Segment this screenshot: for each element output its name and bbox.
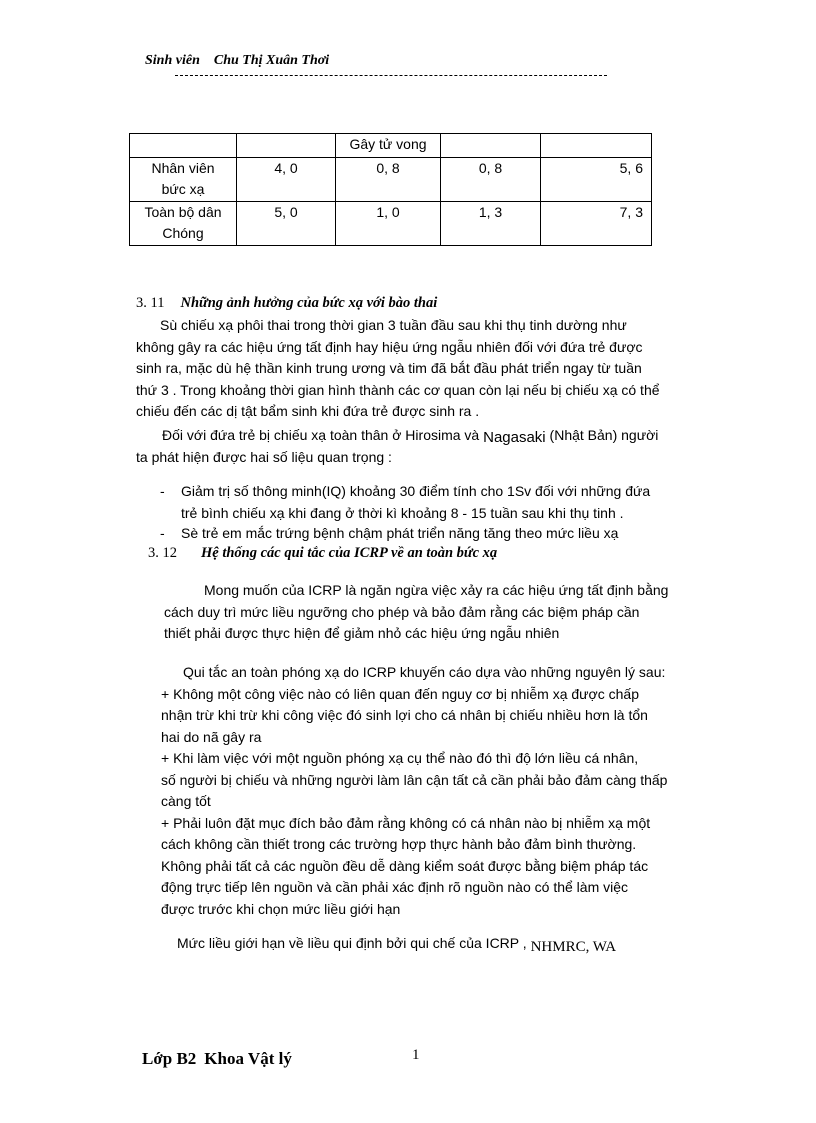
table-row-header [130, 158, 237, 202]
text-line: Sè trẻ em mắc trứng bệnh chậm phát triển năng tăng theo mức liều xạ [181, 525, 619, 541]
text-line: Không phải tất cả các nguồn đều dễ dàng kiểm soát được bằng biệm pháp tác [161, 857, 649, 874]
paragraph [136, 425, 696, 468]
bullet-item [181, 481, 689, 524]
table-row [130, 158, 652, 202]
table-row [130, 202, 652, 246]
text-run: Nagasaki [483, 429, 546, 446]
table-cell: 5, 6 [541, 158, 652, 202]
text-line: Sù chiếu xạ phôi thai trong thời gian 3 tuần đầu sau khi thụ tinh dường như [160, 317, 627, 333]
table-row-header [130, 202, 237, 246]
text-run: Đối với đứa trẻ bị chiếu xạ toàn thân ở Hirosima và [162, 427, 480, 443]
text-line: cách không cần thiết trong các trường hợp thực hành bảo đảm bình thường. [161, 836, 637, 852]
text-line: động trực tiếp lên nguồn và cần phải xác định rõ nguồn nào có thể làm việc [161, 879, 629, 895]
table-cell: 0, 8 [441, 158, 541, 202]
table-cell [130, 134, 237, 158]
table-cell [237, 134, 336, 158]
page-footer [142, 1049, 292, 1069]
text-line: càng tốt [161, 793, 211, 809]
text-line: Giảm trị số thông minh(IQ) khoảng 30 điểm tính cho 1Sv đối với những đứa [181, 483, 651, 499]
row-header-line: Chóng [162, 225, 204, 241]
text-line: số người bị chiếu và những người làm lân cận tất cả cần phải bảo đảm càng thấp [161, 771, 668, 788]
text-line: trẻ bình chiếu xạ khi đang ở thời kì khoảng 8 - 15 tuần sau khi thụ tinh . [181, 504, 624, 521]
text-line: + Khi làm việc với một nguồn phóng xạ cụ thể nào đó thì độ lớn liều cá nhân, [161, 750, 639, 766]
paragraph [177, 933, 697, 956]
header-label: Sinh viên [145, 53, 200, 68]
table-cell: Gây tử vong [336, 134, 441, 158]
header-divider [175, 75, 607, 76]
paragraph [164, 580, 689, 645]
row-header-line: Nhân viên [151, 160, 215, 176]
text-run: NHMRC, WA [530, 939, 617, 955]
page-number: 1 [412, 1047, 420, 1063]
bullet-item [181, 523, 689, 545]
paragraph [161, 662, 689, 920]
header-author-name: Chu Thị Xuân Thơi [213, 53, 330, 68]
section-heading-3-12 [148, 545, 497, 562]
table-cell: 0, 8 [336, 158, 441, 202]
table-cell [541, 134, 652, 158]
text-line: cách duy trì mức liều ngưỡng cho phép và bảo đảm rằng các biệm pháp cần [164, 603, 640, 620]
text-line: chiếu đến các dị tật bẩm sinh khi đứa trẻ được sinh ra . [136, 403, 480, 419]
text-line: + Không một công việc nào có liên quan đến nguy cơ bị nhiễm xạ được chấp [161, 685, 639, 702]
paragraph [136, 315, 687, 423]
row-header-line: Toàn bộ dân [144, 204, 222, 220]
table-cell: 1, 0 [336, 202, 441, 246]
text-line: Mong muốn của ICRP là ngăn ngừa việc xảy ra các hiệu ứng tất định bằng [204, 582, 669, 598]
text-line [136, 425, 696, 447]
section-title: Những ảnh hưởng của bức xạ với bào thai [180, 295, 438, 311]
text-line: thứ 3 . Trong khoảng thời gian hình thành các cơ quan còn lại nếu bị chiếu xạ có thể [136, 381, 660, 398]
text-line: nhận trừ khi trừ khi công việc đó sinh lợi cho cá nhân bị chiếu nhiều hơn là tổn [161, 707, 648, 723]
text-line: thiết phải được thực hiện để giảm nhỏ các hiệu ứng ngẫu nhiên [164, 625, 560, 641]
text-line [177, 933, 697, 956]
table-cell: 1, 3 [441, 202, 541, 246]
text-line: Qui tắc an toàn phóng xạ do ICRP khuyến cáo dựa vào những nguyên lý sau: [183, 664, 666, 680]
text-run: (Nhật Bản) người [549, 427, 659, 443]
section-heading-3-11 [136, 295, 437, 312]
bullet-marker: - [160, 525, 165, 541]
section-number: 3. 11 [136, 295, 165, 311]
text-run: Mức liều giới hạn về liều qui định bởi qui chế của ICRP , [177, 935, 527, 951]
text-line: hai do nã gây ra [161, 728, 262, 745]
section-title: Hệ thống các qui tắc của ICRP về an toàn bức xạ [201, 545, 498, 561]
text-line: không gây ra các hiệu ứng tất định hay hiệu ứng ngẫu nhiên đối với đứa trẻ được [136, 338, 643, 355]
table-cell [441, 134, 541, 158]
bullet-marker: - [160, 483, 165, 499]
table-cell: 5, 0 [237, 202, 336, 246]
text-line: sinh ra, mặc dù hệ thần kinh trung ương và tim đã bắt đầu phát triển ngay từ tuần [136, 360, 642, 376]
table-cell: 7, 3 [541, 202, 652, 246]
page-header [145, 53, 329, 69]
table-row [130, 134, 652, 158]
table-cell: 4, 0 [237, 158, 336, 202]
text-line: ta phát hiện được hai số liệu quan trọng : [136, 448, 392, 465]
footer-department: Khoa Vật lý [204, 1049, 292, 1068]
footer-class: Lớp B2 [142, 1049, 197, 1068]
text-line: được trước khi chọn mức liều giới hạn [161, 900, 401, 917]
text-line: + Phải luôn đặt mục đích bảo đảm rằng không có cá nhân nào bị nhiễm xạ một [161, 814, 651, 831]
section-number: 3. 12 [148, 545, 177, 561]
dose-table [129, 133, 652, 246]
row-header-line: bức xạ [161, 181, 205, 197]
